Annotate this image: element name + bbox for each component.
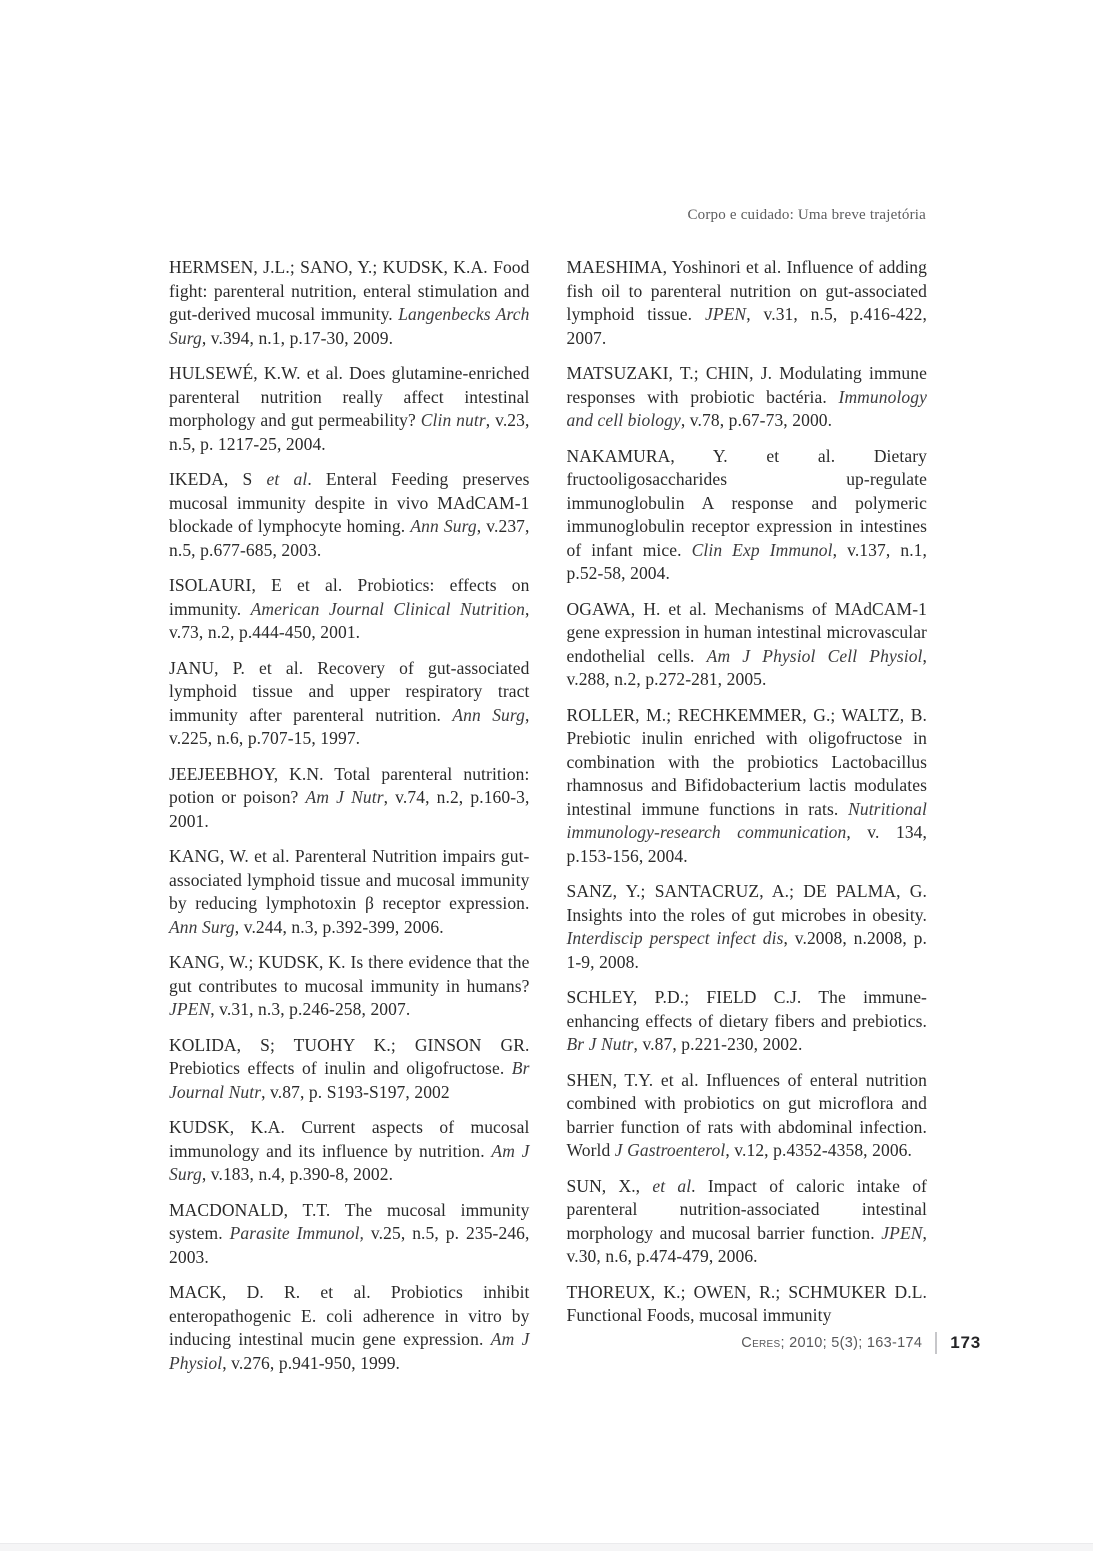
references-column-left [169, 256, 530, 1387]
reference-item: SCHLEY, P.D.; FIELD C.J. The immune-enhancing effects of dietary fibers and prebiotics. Br J Nutr, v.87, p.221-230, 2002. [566, 987, 927, 1054]
reference-item: KANG, W. et al. Parenteral Nutrition impairs gut-associated lymphoid tissue and mucosal immunity by reducing lymphotoxin β receptor expression. Ann Surg, v.244, n.3, p.392-399, 2006. [169, 846, 530, 937]
reference-item: OGAWA, H. et al. Mechanisms of MAdCAM-1 gene expression in human intestinal microvascular endothelial cells. Am J Physiol Cell Physiol, v.288, n.2, p.272-281, 2005. [566, 598, 927, 689]
footer-divider [935, 1332, 937, 1354]
reference-item: MACK, D. R. et al. Probiotics inhibit enteropathogenic E. coli adherence in vitro by inducing intestinal mucin gene expression. Am J Physiol, v.276, p.941-950, 1999. [169, 1282, 530, 1373]
reference-item: HULSEWÉ, K.W. et al. Does glutamine-enriched parenteral nutrition really affect intestinal morphology and gut permeability? Clin nutr, v.23, n.5, p. 1217-25, 2004. [169, 363, 530, 454]
reference-item: KANG, W.; KUDSK, K. Is there evidence that the gut contributes to mucosal immunity in humans? JPEN, v.31, n.3, p.246-258, 2007. [169, 952, 530, 1019]
citation-detail: ; 2010; 5(3); 163-174 [780, 1335, 923, 1351]
reference-item: SUN, X., et al. Impact of caloric intake of parenteral nutrition-associated intestinal morphology and mucosal barrier function. JPEN, v.30, n.6, p.474-479, 2006. [566, 1175, 927, 1266]
journal-citation [741, 1335, 922, 1351]
page-footer [741, 1332, 981, 1354]
reference-item: THOREUX, K.; OWEN, R.; SCHMUKER D.L. Functional Foods, mucosal immunity [566, 1281, 927, 1325]
reference-item: JEEJEEBHOY, K.N. Total parenteral nutrition: potion or poison? Am J Nutr, v.74, n.2, p.160-3, 2001. [169, 763, 530, 831]
reference-item: ROLLER, M.; RECHKEMMER, G.; WALTZ, B. Prebiotic inulin enriched with oligofructose in combination with the probiotics Lactobacillus rhamnosus and Bifidobacterium lactis modulates intestinal immune functions in rats. Nutritional immunology-research communication, v. 134, p.153-156, 2004. [566, 704, 927, 866]
running-header: Corpo e cuidado: Uma breve trajetória [687, 207, 926, 223]
page-number: 173 [950, 1333, 981, 1352]
reference-item: MACDONALD, T.T. The mucosal immunity system. Parasite Immunol, v.25, n.5, p. 235-246, 2003. [169, 1199, 530, 1267]
reference-item: HERMSEN, J.L.; SANO, Y.; KUDSK, K.A. Food fight: parenteral nutrition, enteral stimulation and gut-derived mucosal immunity. Langenbecks Arch Surg, v.394, n.1, p.17-30, 2009. [169, 257, 530, 348]
reference-item: KOLIDA, S; TUOHY K.; GINSON GR. Prebiotics effects of inulin and oligofructose. Br Journal Nutr, v.87, p. S193-S197, 2002 [169, 1034, 530, 1102]
reference-item: MAESHIMA, Yoshinori et al. Influence of adding fish oil to parenteral nutrition on gut-associated lymphoid tissue. JPEN, v.31, n.5, p.416-422, 2007. [566, 257, 927, 348]
reference-item: ISOLAURI, E et al. Probiotics: effects on immunity. American Journal Clinical Nutrition, v.73, n.2, p.444-450, 2001. [169, 575, 530, 642]
next-page-edge [0, 1543, 1093, 1551]
reference-item: NAKAMURA, Y. et al. Dietary fructooligosaccharides up-regulate immunoglobulin A response and polymeric immunoglobulin receptor expression in intestines of infant mice. Clin Exp Immunol, v.137, n.1, p.52-58, 2004. [566, 445, 927, 583]
reference-item: JANU, P. et al. Recovery of gut-associated lymphoid tissue and upper respiratory tract immunity after parenteral nutrition. Ann Surg, v.225, n.6, p.707-15, 1997. [169, 657, 530, 748]
reference-item: SANZ, Y.; SANTACRUZ, A.; DE PALMA, G. Insights into the roles of gut microbes in obesity. Interdiscip perspect infect dis, v.2008, n.2008, p. 1-9, 2008. [566, 881, 927, 972]
references-column-right [567, 256, 928, 1387]
reference-item: SHEN, T.Y. et al. Influences of enteral nutrition combined with probiotics on gut microflora and barrier function of rats with abdominal infection. World J Gastroenterol, v.12, p.4352-4358, 2006. [566, 1069, 927, 1160]
reference-item: MATSUZAKI, T.; CHIN, J. Modulating immune responses with probiotic bactéria. Immunology and cell biology, v.78, p.67-73, 2000. [566, 363, 927, 430]
references-columns [169, 256, 927, 1387]
reference-item: IKEDA, S et al. Enteral Feeding preserves mucosal immunity despite in vivo MAdCAM-1 blockade of lymphocyte homing. Ann Surg, v.237, n.5, p.677-685, 2003. [169, 469, 530, 560]
journal-name: Ceres [741, 1335, 781, 1351]
reference-item: KUDSK, K.A. Current aspects of mucosal immunology and its influence by nutrition. Am J Surg, v.183, n.4, p.390-8, 2002. [169, 1117, 530, 1184]
